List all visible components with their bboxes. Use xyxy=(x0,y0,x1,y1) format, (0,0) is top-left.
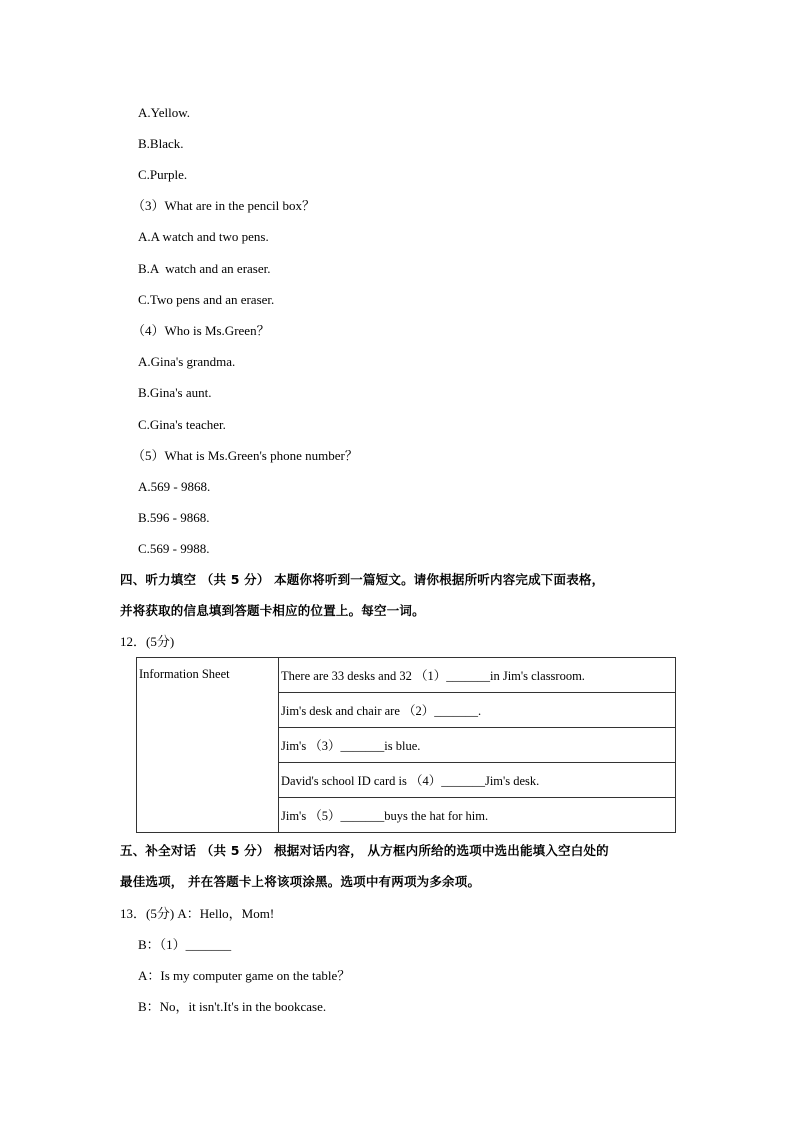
q5-option-b: B.596 - 9868. xyxy=(138,510,210,525)
q5-question: （5）What is Ms.Green's phone number？ xyxy=(132,448,358,463)
q13-dialogue-line: B：（1）_______ xyxy=(138,937,232,952)
q13-dialogue-line: A：Is my computer game on the table？ xyxy=(138,968,351,983)
section5-heading-cont: 最佳选项， 并在答题卡上将该项涂黑。选项中有两项为多余项。 xyxy=(120,874,481,889)
section4-heading: 四、听力填空 （共 5 分） 本题你将听到一篇短文。请你根据所听内容完成下面表格， xyxy=(120,572,605,587)
q2-option-a: A.Yellow. xyxy=(138,105,191,120)
table-cell: There are 33 desks and 32 （1）_______in Jim's classroom. xyxy=(279,658,676,693)
q3-option-a: A.A watch and two pens. xyxy=(138,229,269,244)
q13-dialogue-line: B：No，it isn't.It's in the bookcase. xyxy=(138,999,327,1014)
q2-option-c: C.Purple. xyxy=(138,167,188,182)
q4-option-c: C.Gina's teacher. xyxy=(138,417,226,432)
q3-option-b: B.A watch and an eraser. xyxy=(138,261,271,276)
q5-option-c: C.569 - 9988. xyxy=(138,541,210,556)
q4-option-a: A.Gina's grandma. xyxy=(138,354,236,369)
table-header-cell: Information Sheet xyxy=(137,658,279,833)
table-row xyxy=(137,658,676,693)
q12-label: 12．(5分) xyxy=(120,634,175,649)
table-cell: Jim's （5）_______buys the hat for him. xyxy=(279,798,676,833)
table-cell: Jim's desk and chair are （2）_______. xyxy=(279,693,676,728)
q3-question: （3）What are in the pencil box？ xyxy=(132,198,316,213)
q5-option-a: A.569 - 9868. xyxy=(138,479,211,494)
q13-label: 13．(5分) A：Hello，Mom! xyxy=(120,906,275,921)
table-cell: Jim's （3）_______is blue. xyxy=(279,728,676,763)
section4-heading-cont: 并将获取的信息填到答题卡相应的位置上。每空一词。 xyxy=(120,603,425,618)
q4-question: （4）Who is Ms.Green？ xyxy=(132,323,270,338)
q4-option-b: B.Gina's aunt. xyxy=(138,385,212,400)
table-cell: David's school ID card is （4）_______Jim's desk. xyxy=(279,763,676,798)
q2-option-b: B.Black. xyxy=(138,136,184,151)
q3-option-c: C.Two pens and an eraser. xyxy=(138,292,275,307)
section5-heading: 五、补全对话 （共 5 分） 根据对话内容， 从方框内所给的选项中选出能填入空白处的 xyxy=(120,843,609,858)
information-sheet-table xyxy=(136,657,676,833)
